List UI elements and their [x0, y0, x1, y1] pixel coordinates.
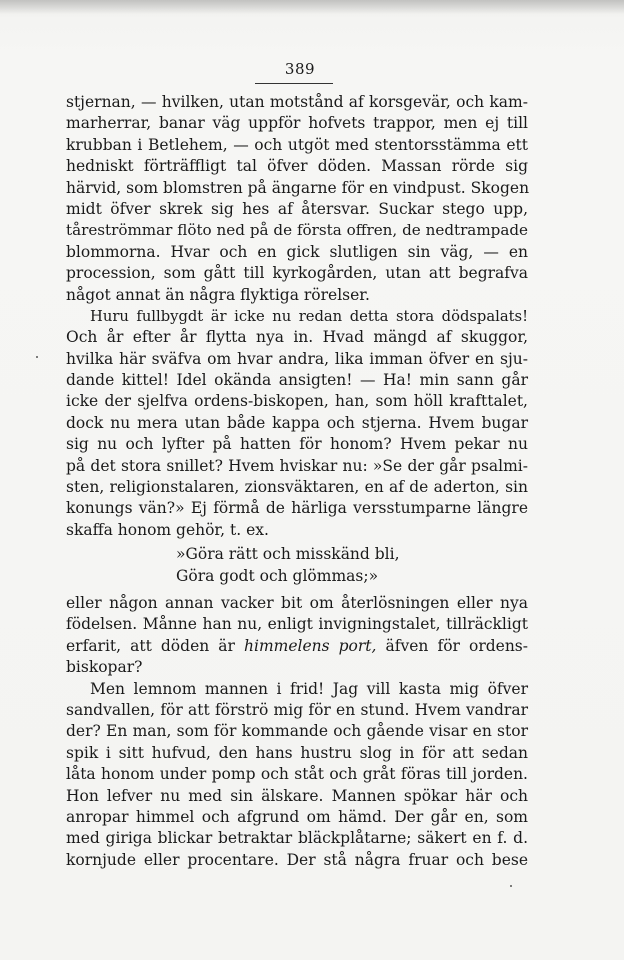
- text-line: blommorna. Hvar och en gick slutligen sin väg, — en: [66, 242, 528, 261]
- page-edge-shadow: [0, 0, 624, 14]
- text-line: härvid, som blomstren på ängarne för en vindpust. Skogen: [66, 178, 530, 197]
- text-line: anropar himmel och afgrund om hämd. Der går en, som: [66, 807, 528, 826]
- text-fragment: erfarit, att döden är: [66, 636, 235, 655]
- text-line: krubban i Betlehem, — och utgöt med stentorsstämma ett: [66, 135, 528, 154]
- text-line: på det stora snillet? Hvem hviskar nu: »Se der går psalmi-: [66, 456, 528, 475]
- text-line: något annat än några flyktiga rörelser.: [66, 285, 370, 304]
- text-line: födelsen. Månne han nu, enligt invigningstalet, tillräckligt: [66, 615, 528, 634]
- text-line: spik i sitt hufvud, den hans hustru slog in för att sedan: [66, 743, 528, 762]
- text-line: der? En man, som för kommande och gående visar en stor: [66, 722, 528, 741]
- text-line: skaffa honom gehör, t. ex.: [66, 520, 269, 539]
- text-line: tåreströmmar flöto ned på de första offren, de nedtrampade: [66, 221, 528, 240]
- text-line: Hon lefver nu med sin älskare. Mannen spökar här och: [66, 786, 528, 805]
- text-line: icke der sjelfva ordens-biskopen, han, som höll krafttalet,: [66, 392, 528, 411]
- text-line: sandvallen, för att förströ mig för en stund. Hvem vandrar: [66, 700, 528, 719]
- paper-speck: [510, 885, 512, 887]
- text-line: låta honom under pomp och ståt och gråt föras till jorden.: [66, 765, 528, 784]
- page-number: 389: [284, 60, 316, 78]
- text-line: Och år efter år flytta nya in. Hvad mängd af skuggor,: [66, 328, 528, 347]
- text-line: med giriga blickar betraktar bläckplåtarne; säkert en f. d.: [66, 829, 528, 848]
- verse-quote: [176, 543, 400, 587]
- paper-speck: [36, 356, 38, 358]
- text-line: dande kittel! Idel okända ansigten! — Ha! min sann går: [66, 371, 528, 390]
- verse-line: »Göra rätt och misskänd bli,: [176, 545, 400, 563]
- text-line: sig nu och lyfter på hatten för honom? Hvem pekar nu: [66, 435, 528, 454]
- header-rule: [255, 83, 333, 84]
- text-line: kornjude eller procentare. Der stå några fruar och bese: [66, 850, 528, 869]
- text-body-lower: [66, 593, 528, 871]
- text-line: eller någon annan vacker bit om återlösningen eller nya: [66, 594, 528, 612]
- text-line: stjernan, — hvilken, utan motstånd af korsgevär, och kam-: [66, 93, 528, 111]
- text-line: konungs vän?» Ej förmå de härliga versstumparne längre: [66, 499, 528, 518]
- text-line: Huru fullbygdt är icke nu redan detta stora dödspalats!: [90, 307, 528, 325]
- emphasis-text: himmelens port,: [244, 636, 377, 655]
- text-body-upper: [66, 92, 528, 541]
- text-line: marherrar, banar väg uppför hofvets trappor, men ej till: [66, 114, 528, 133]
- text-line-with-emphasis: [66, 636, 528, 657]
- text-fragment: äfven för ordens-: [385, 636, 529, 655]
- text-line: procession, som gått till kyrkogården, utan att begrafva: [66, 264, 528, 283]
- text-line: Men lemnom mannen i frid! Jag vill kasta mig öfver: [90, 679, 528, 698]
- text-line: biskopar?: [66, 658, 143, 677]
- verse-line: Göra godt och glömmas;»: [176, 567, 379, 585]
- text-line: hvilka här sväfva om hvar andra, lika imman öfver en sju-: [66, 349, 528, 368]
- text-line: midt öfver skrek sig hes af återsvar. Suckar stego upp,: [66, 199, 528, 218]
- text-line: hedniskt förträffligt tal öfver döden. Massan rörde sig: [66, 157, 528, 176]
- text-line: sten, religionstalaren, zionsväktaren, en af de aderton, sin: [66, 478, 528, 497]
- text-line: dock nu mera utan både kappa och stjerna. Hvem bugar: [66, 413, 528, 432]
